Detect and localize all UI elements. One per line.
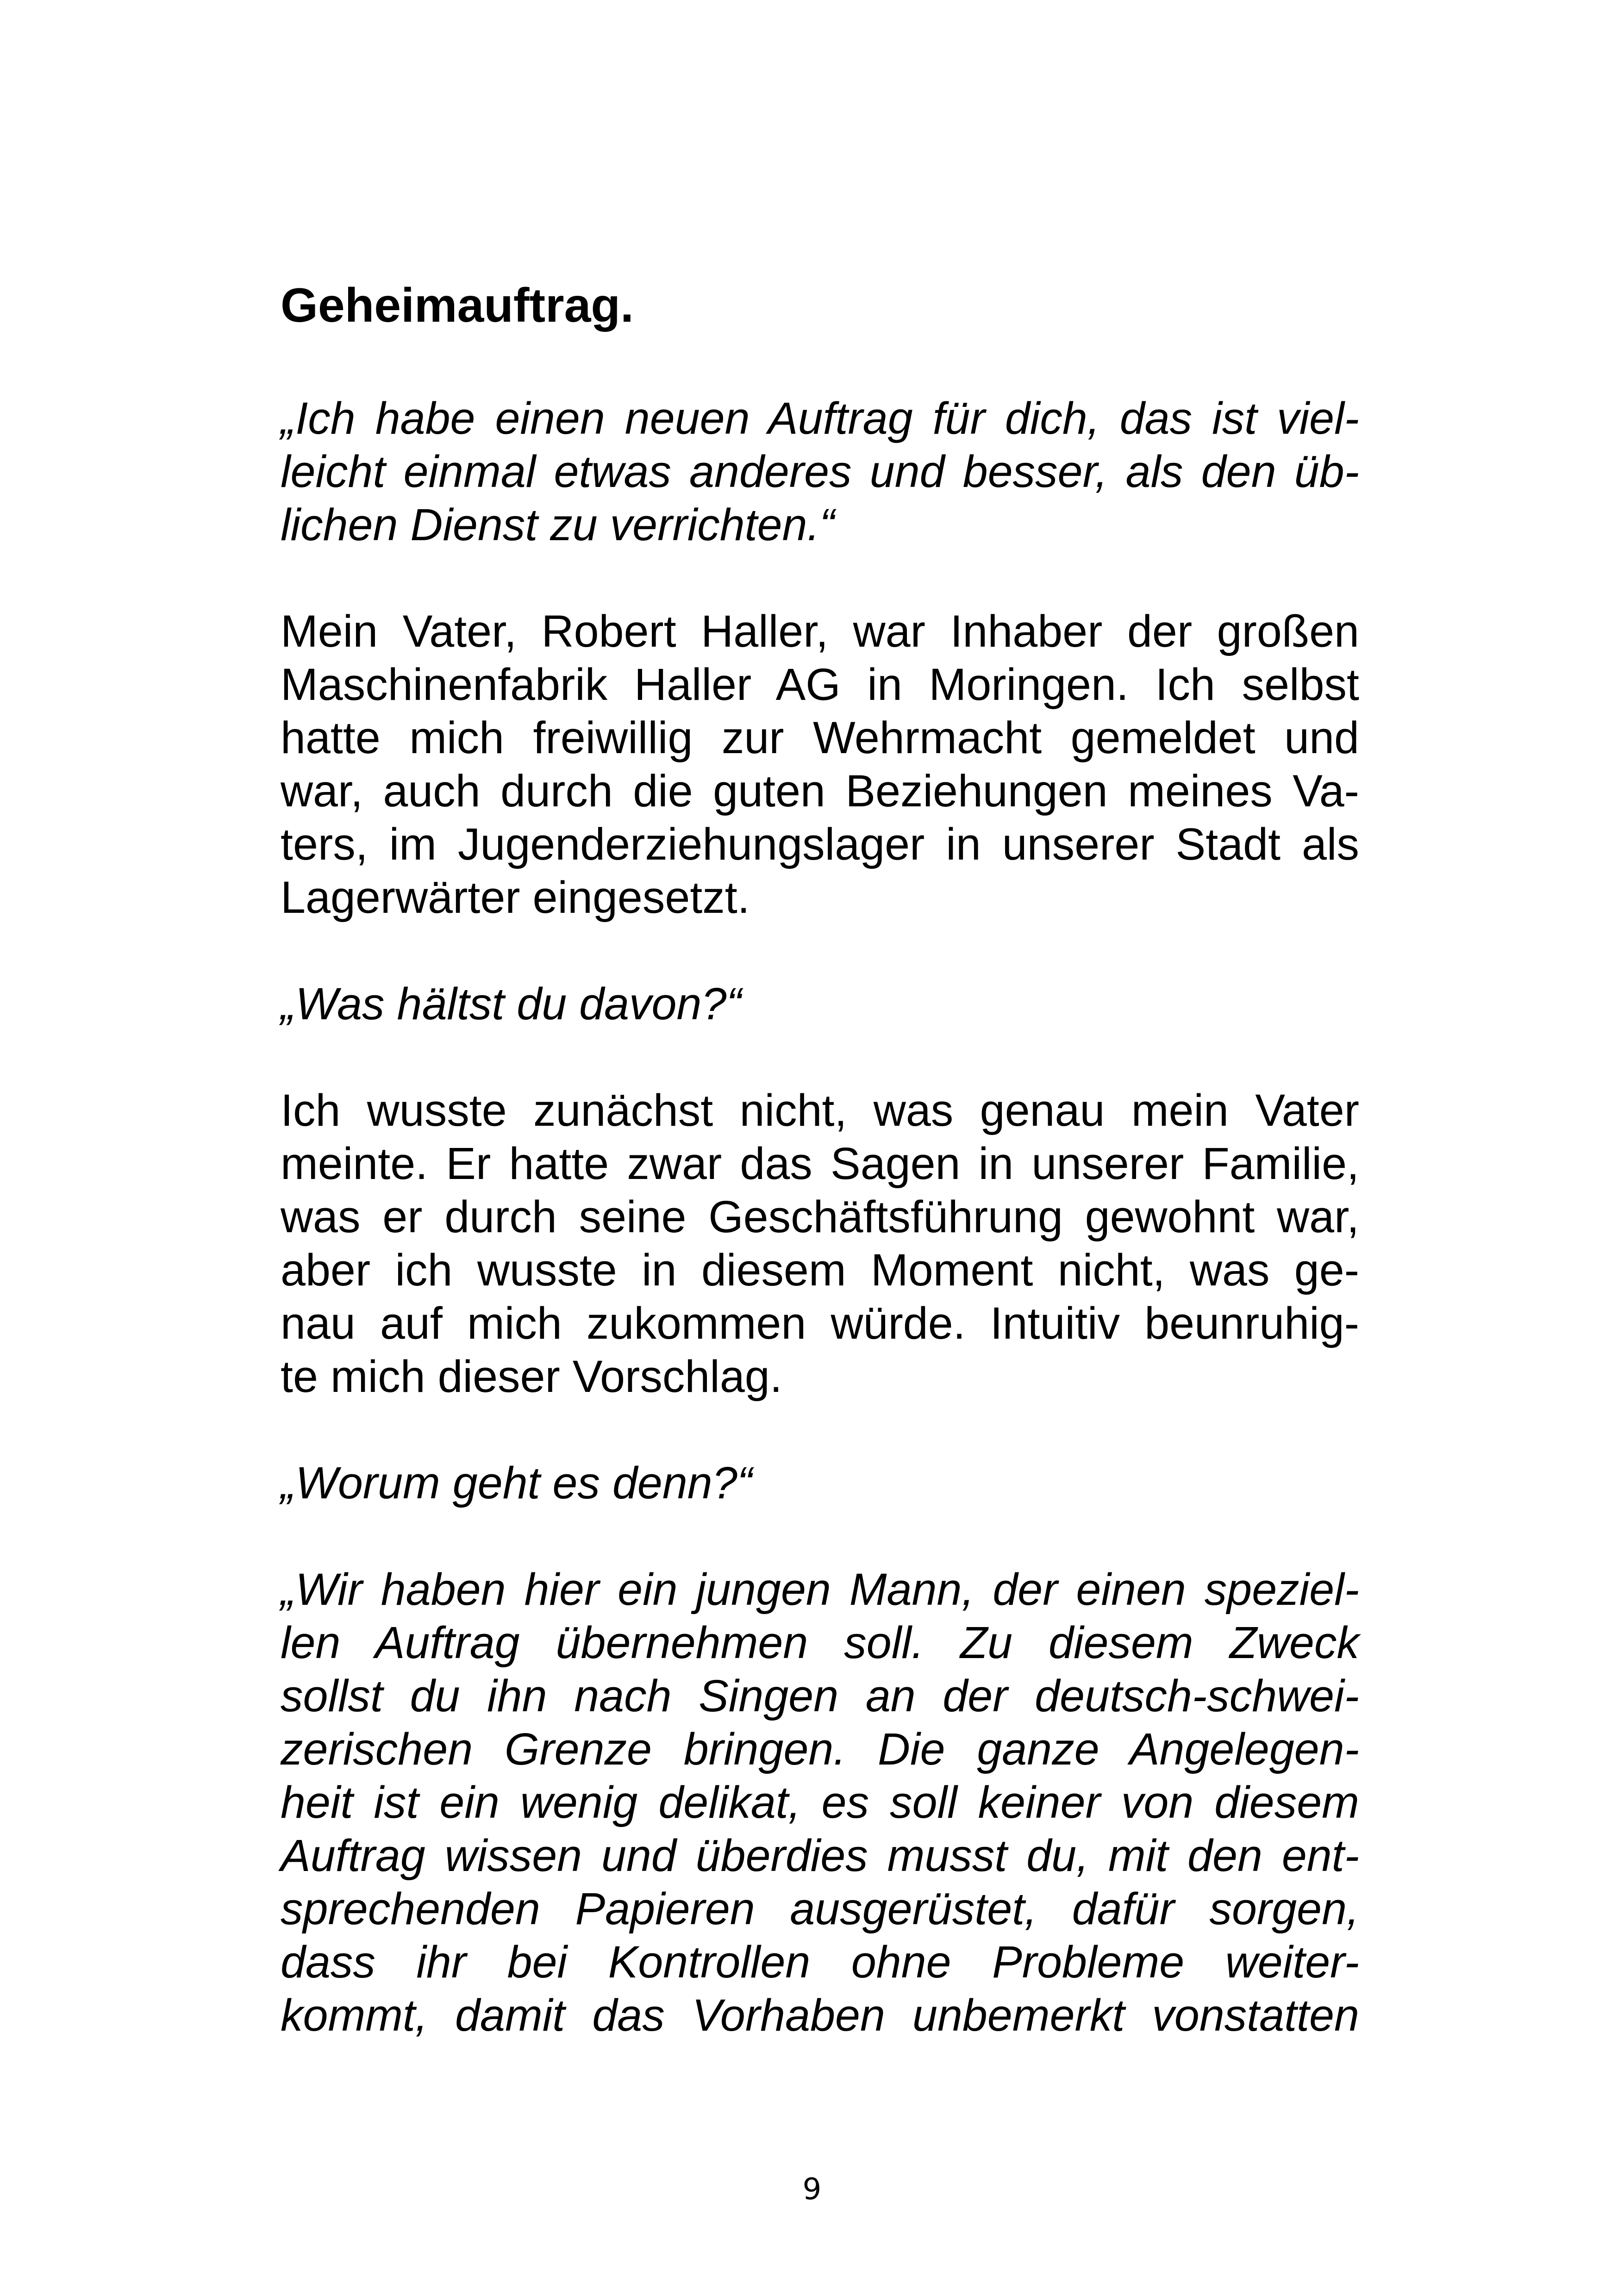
- text-line: „Worum geht es denn?“: [281, 1458, 752, 1508]
- text-line: zerischen Grenze bringen. Die ganze Angelegen-: [281, 1724, 1359, 1774]
- text-line: te mich dieser Vorschlag.: [281, 1351, 782, 1402]
- text-line: kommt, damit das Vorhaben unbemerkt vonstatten: [281, 1990, 1359, 2040]
- text-line: len Auftrag übernehmen soll. Zu diesem Zweck: [281, 1617, 1359, 1668]
- text-line: Mein Vater, Robert Haller, war Inhaber der großen: [281, 606, 1359, 656]
- text-line: was er durch seine Geschäftsführung gewohnt war,: [281, 1191, 1359, 1242]
- text-line: Lagerwärter eingesetzt.: [281, 872, 750, 923]
- text-line: meinte. Er hatte zwar das Sagen in unserer Familie,: [281, 1138, 1359, 1189]
- text-line: heit ist ein wenig delikat, es soll keiner von diesem: [281, 1777, 1359, 1827]
- paragraph: [281, 1084, 1359, 1403]
- text-line: dass ihr bei Kontrollen ohne Probleme weiter-: [281, 1937, 1359, 1987]
- text-line: nau auf mich zukommen würde. Intuitiv beunruhig-: [281, 1298, 1359, 1348]
- body-text: [281, 392, 1359, 2095]
- paragraph: [281, 605, 1359, 924]
- text-line: Maschinenfabrik Haller AG in Moringen. Ich selbst: [281, 659, 1359, 710]
- text-line: aber ich wusste in diesem Moment nicht, was ge-: [281, 1245, 1359, 1295]
- paragraph: [281, 1563, 1359, 2042]
- paragraph: [281, 392, 1359, 551]
- text-line: lichen Dienst zu verrichten.“: [281, 499, 835, 550]
- text-line: hatte mich freiwillig zur Wehrmacht gemeldet und: [281, 712, 1359, 763]
- text-line: Auftrag wissen und überdies musst du, mit den ent-: [281, 1830, 1359, 1881]
- text-line: leicht einmal etwas anderes und besser, als den üb-: [281, 446, 1359, 497]
- text-line: „Wir haben hier ein jungen Mann, der einen speziel-: [281, 1564, 1359, 1615]
- paragraph: [281, 1456, 1359, 1509]
- page-number: 9: [802, 2172, 822, 2207]
- page-title: Geheimauftrag.: [281, 279, 634, 332]
- text-line: war, auch durch die guten Beziehungen meines Va-: [281, 766, 1359, 816]
- text-line: „Ich habe einen neuen Auftrag für dich, das ist viel-: [281, 393, 1359, 443]
- text-line: sollst du ihn nach Singen an der deutsch-schwei-: [281, 1671, 1359, 1721]
- text-line: Ich wusste zunächst nicht, was genau mein Vater: [281, 1085, 1359, 1135]
- text-line: sprechenden Papieren ausgerüstet, dafür sorgen,: [281, 1883, 1359, 1934]
- text-line: ters, im Jugenderziehungslager in unserer Stadt als: [281, 819, 1359, 869]
- text-line: „Was hältst du davon?“: [281, 979, 742, 1029]
- paragraph: [281, 977, 1359, 1030]
